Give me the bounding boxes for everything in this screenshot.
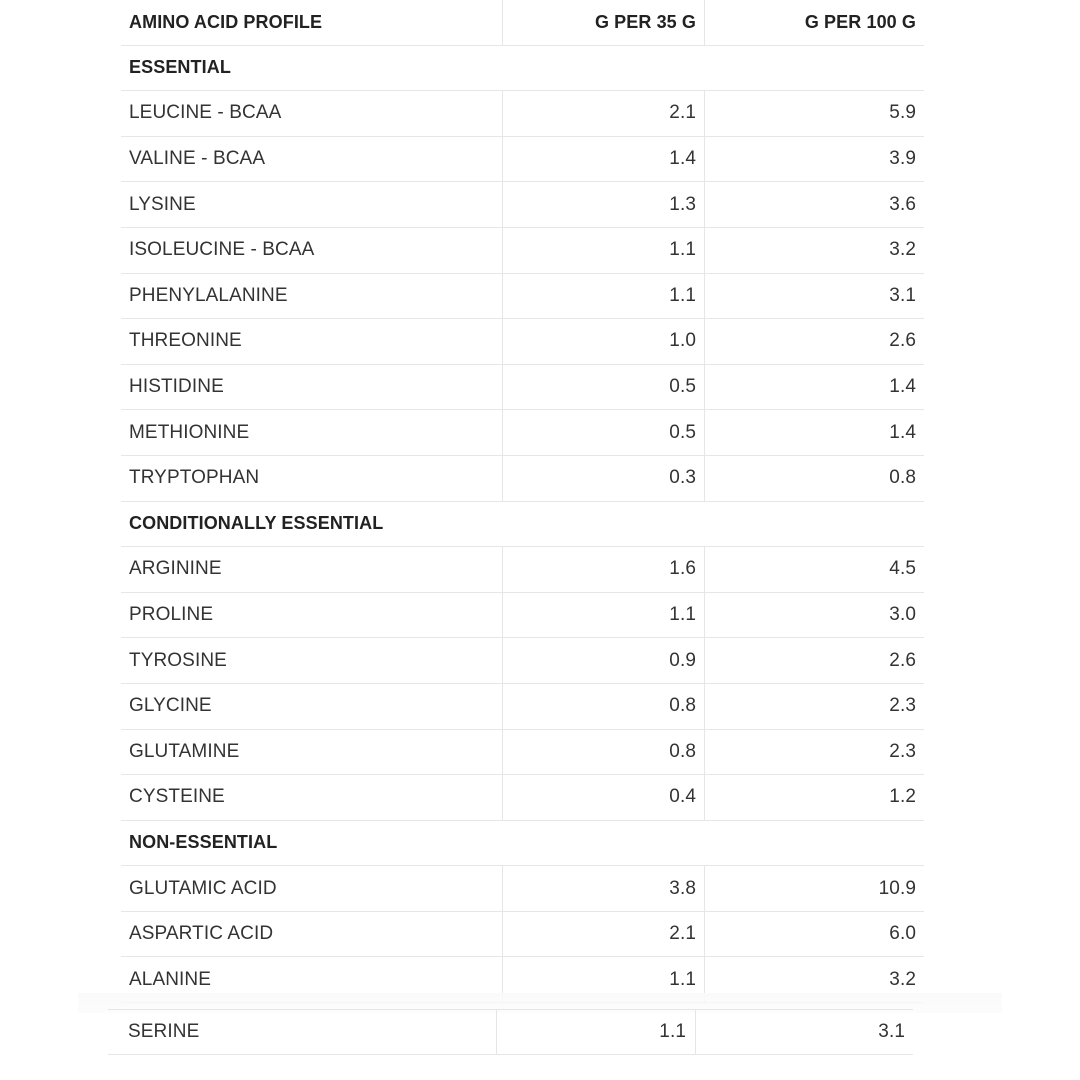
value-per-100g: 3.1 [889,284,916,306]
value-per-100g: 3.1 [878,1021,905,1042]
table-row [121,365,924,411]
value-per-serving: 1.1 [503,957,705,1002]
header-amino-acid-profile: AMINO ACID PROFILE [121,0,503,45]
value-per-serving: 1.1 [503,228,705,273]
value-per-serving: 0.9 [503,638,705,683]
table-row [121,456,924,502]
value-per-serving: 0.3 [503,456,705,501]
table-row [121,638,924,684]
value-per-100g: 0.8 [889,467,916,489]
value-per-serving: 0.8 [503,684,705,729]
section-title: NON-ESSENTIAL [129,832,278,853]
amino-name: ASPARTIC ACID [121,912,503,957]
value-per-100g: 3.6 [889,193,916,215]
amino-name: GLUTAMIC ACID [121,866,503,911]
table-row [121,137,924,183]
amino-name: ISOLEUCINE - BCAA [121,228,503,273]
amino-name: THREONINE [121,319,503,364]
value-per-serving: 2.1 [503,912,705,957]
table-body [121,46,924,1003]
header-per-100g: G PER 100 G [804,11,916,32]
section-title: CONDITIONALLY ESSENTIAL [129,513,384,534]
value-per-serving: 0.5 [503,365,705,410]
amino-name: CYSTEINE [121,775,503,820]
value-per-100g: 1.4 [889,421,916,443]
table-row [121,274,924,320]
value-per-100g: 2.3 [889,695,916,717]
amino-name: LYSINE [121,182,503,227]
header-per-serving: G PER 35 G [503,0,705,45]
table-row [121,593,924,639]
value-per-serving: 2.1 [503,91,705,136]
value-per-serving: 0.8 [503,730,705,775]
value-per-serving: 0.5 [503,410,705,455]
table-row [121,182,924,228]
amino-name: SERINE [108,1010,497,1054]
section-header-row [121,46,924,92]
value-per-100g: 1.4 [889,376,916,398]
table-row [121,410,924,456]
value-per-100g: 3.0 [889,604,916,626]
amino-name: TYROSINE [121,638,503,683]
value-per-serving: 1.0 [503,319,705,364]
table-header-row [121,0,924,46]
value-per-100g: 3.2 [889,968,916,990]
value-per-100g: 5.9 [889,102,916,124]
amino-acid-table [121,0,924,1003]
value-per-serving: 1.1 [497,1010,696,1054]
section-header-row [121,502,924,548]
value-per-serving: 1.4 [503,137,705,182]
value-per-100g: 4.5 [889,558,916,580]
table-row [121,730,924,776]
value-per-100g: 6.0 [889,923,916,945]
table-row [121,319,924,365]
amino-name: GLUTAMINE [121,730,503,775]
amino-name: ARGININE [121,547,503,592]
table-row [108,1010,913,1055]
value-per-serving: 3.8 [503,866,705,911]
amino-name: TRYPTOPHAN [121,456,503,501]
value-per-serving: 1.1 [503,274,705,319]
amino-name: HISTIDINE [121,365,503,410]
table-row [121,866,924,912]
amino-name: ALANINE [121,957,503,1002]
section-title: ESSENTIAL [129,57,231,78]
amino-name: PHENYLALANINE [121,274,503,319]
value-per-100g: 2.3 [889,740,916,762]
value-per-100g: 3.9 [889,148,916,170]
value-per-100g: 1.2 [889,786,916,808]
value-per-serving: 0.4 [503,775,705,820]
value-per-serving: 1.6 [503,547,705,592]
amino-name: PROLINE [121,593,503,638]
table-row [121,912,924,958]
value-per-serving: 1.3 [503,182,705,227]
amino-name: METHIONINE [121,410,503,455]
amino-name: VALINE - BCAA [121,137,503,182]
table-row [121,91,924,137]
table-row [121,684,924,730]
value-per-serving: 1.1 [503,593,705,638]
table-row [121,228,924,274]
table-row [121,547,924,593]
value-per-100g: 10.9 [878,877,916,899]
last-row-container [108,1009,913,1055]
amino-name: LEUCINE - BCAA [121,91,503,136]
value-per-100g: 2.6 [889,330,916,352]
table-row [121,775,924,821]
value-per-100g: 3.2 [889,239,916,261]
value-per-100g: 2.6 [889,649,916,671]
section-header-row [121,821,924,867]
amino-name: GLYCINE [121,684,503,729]
